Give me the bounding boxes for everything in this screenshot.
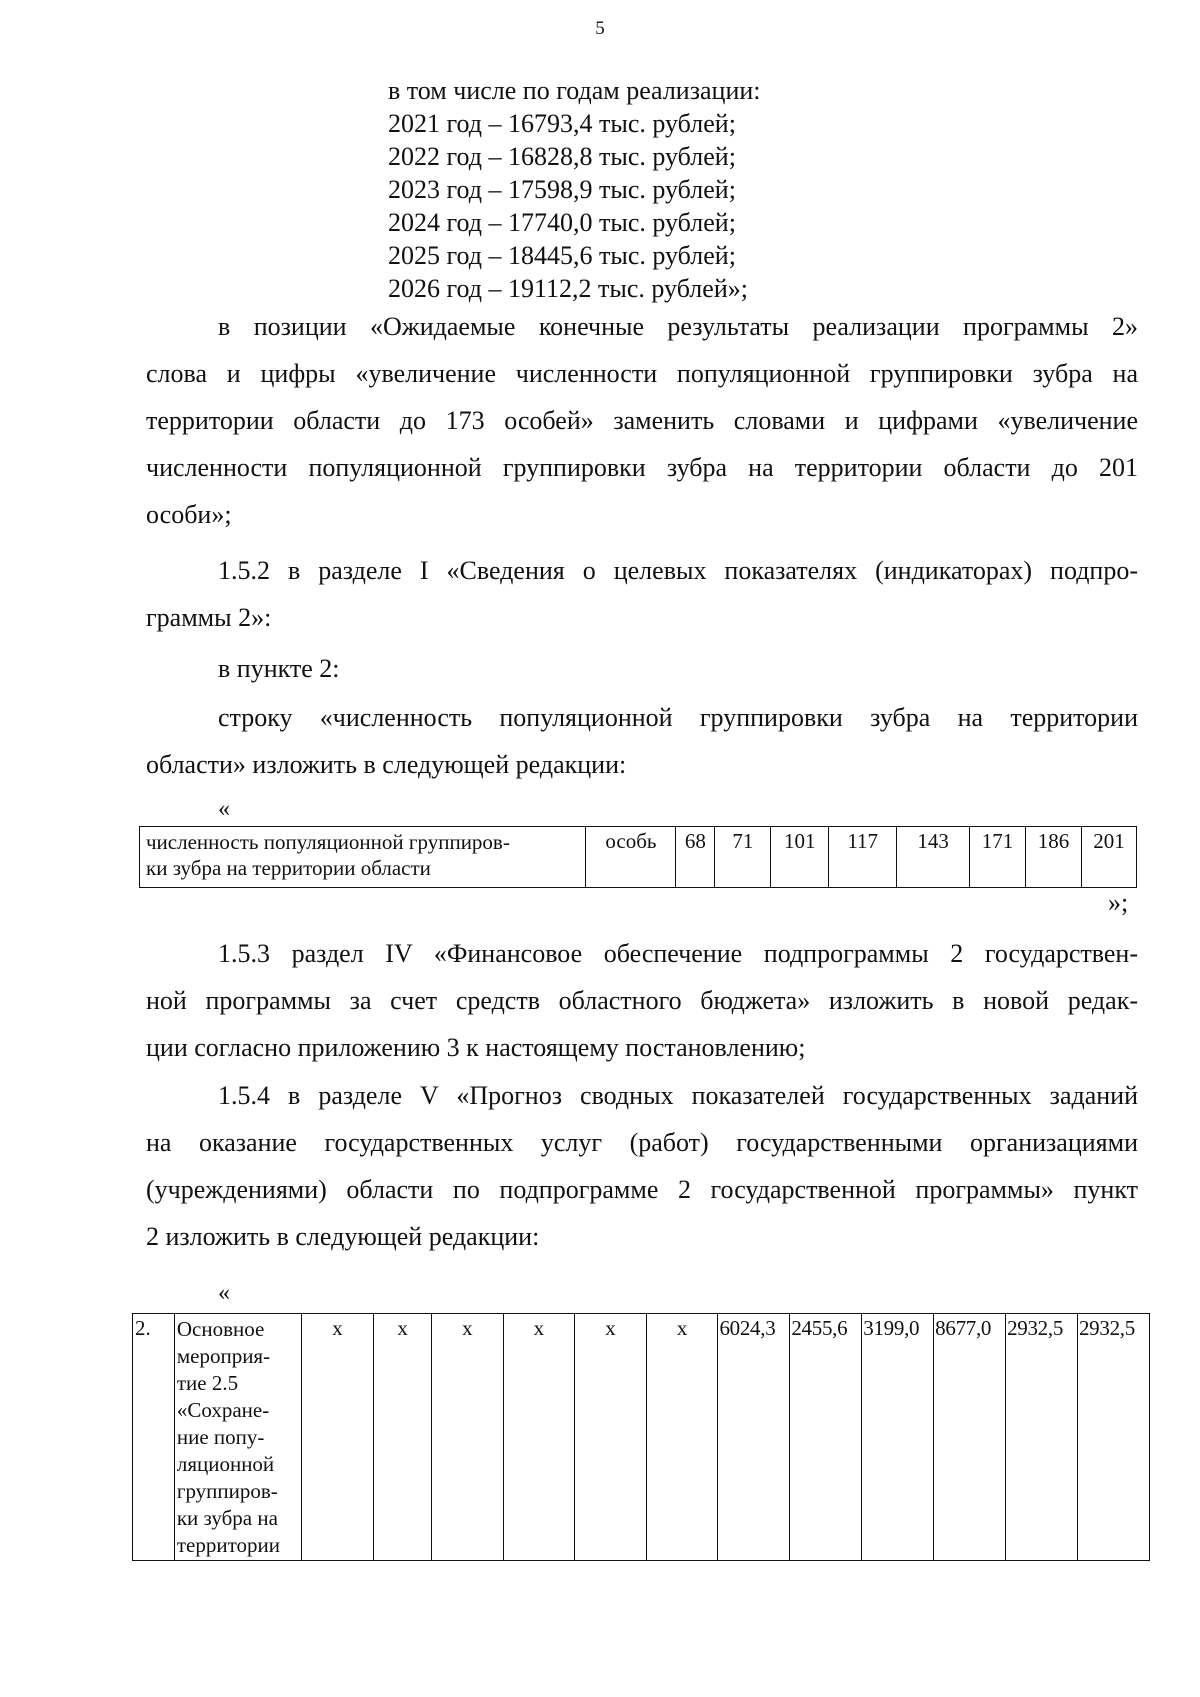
x-cell: x	[374, 1314, 432, 1561]
table-row	[133, 1314, 1150, 1561]
x-cell: x	[575, 1314, 647, 1561]
amount-cell: 6024,3	[718, 1314, 790, 1561]
funding-line: 2023 год – 17598,9 тыс. рублей;	[388, 175, 736, 204]
x-cell: x	[503, 1314, 575, 1561]
measure-name-line: ние попу-	[176, 1425, 265, 1449]
text-line: в пункте 2:	[218, 654, 340, 683]
amount-cell: 2932,5	[1006, 1314, 1078, 1561]
text-line: ной программы за счет средств областного бюджета» изложить в новой редак-	[146, 986, 1138, 1015]
amount-cell: 2455,6	[790, 1314, 862, 1561]
value-cell: 101	[771, 827, 829, 888]
state-task-table	[132, 1313, 1150, 1561]
paragraph-row-edit	[146, 694, 1138, 788]
text-line: (учреждениями) области по подпрограмме 2 государственной программы» пункт	[146, 1175, 1138, 1204]
page-number: 5	[595, 18, 605, 39]
paragraph-expected-results	[146, 303, 1138, 538]
indicator-table	[139, 826, 1137, 888]
paragraph-1-5-4	[146, 1072, 1138, 1260]
value-cell: 143	[897, 827, 970, 888]
x-cell: x	[301, 1314, 374, 1561]
value-cell: 171	[970, 827, 1026, 888]
value-cell: 71	[715, 827, 771, 888]
funding-line: 2022 год – 16828,8 тыс. рублей;	[388, 142, 736, 171]
measure-name-line: Основное	[176, 1317, 265, 1341]
indicator-name-line: численность популяционной группиров-	[146, 830, 510, 854]
opening-quote: «	[218, 1280, 230, 1306]
measure-name-line: группиров-	[176, 1479, 278, 1503]
text-line: на оказание государственных услуг (работ) государственными организациями	[146, 1128, 1138, 1157]
text-line: территории области до 173 особей» заменить словами и цифрами «увеличение	[146, 406, 1138, 435]
closing-quote: »;	[1108, 888, 1129, 917]
text-line: строку «численность популяционной группировки зубра на территории	[218, 703, 1138, 732]
measure-name-cell	[174, 1314, 301, 1561]
text-line: 1.5.2 в разделе I «Сведения о целевых показателях (индикаторах) подпро-	[218, 556, 1138, 585]
text-line: 1.5.4 в разделе V «Прогноз сводных показателей государственных заданий	[218, 1081, 1138, 1110]
text-line: области» изложить в следующей редакции:	[146, 750, 627, 779]
paragraph-1-5-3	[146, 930, 1138, 1071]
value-cell: 117	[829, 827, 897, 888]
measure-name-line: тие 2.5	[176, 1371, 239, 1395]
text-line: численности популяционной группировки зубра на территории области до 201	[146, 453, 1138, 482]
row-number-cell: 2.	[133, 1314, 175, 1561]
x-cell: x	[432, 1314, 504, 1561]
text-line: ции согласно приложению 3 к настоящему постановлению;	[146, 1033, 806, 1062]
funding-line: 2024 год – 17740,0 тыс. рублей;	[388, 208, 736, 237]
amount-cell: 8677,0	[934, 1314, 1006, 1561]
amount-cell: 3199,0	[862, 1314, 934, 1561]
text-line: в позиции «Ожидаемые конечные результаты реализации программы 2»	[218, 312, 1138, 341]
funding-intro: в том числе по годам реализации:	[388, 76, 761, 105]
unit-cell: особь	[586, 827, 676, 888]
x-cell: x	[646, 1314, 718, 1561]
funding-by-year-block	[388, 74, 761, 305]
measure-name-line: «Сохране-	[176, 1398, 270, 1422]
table-row	[140, 827, 1137, 888]
paragraph-point-2	[146, 645, 1138, 692]
measure-name-line: ки зубра на	[176, 1506, 278, 1530]
indicator-name-line: ки зубра на территории области	[146, 856, 431, 880]
indicator-name-cell	[140, 827, 586, 888]
text-line: 2 изложить в следующей редакции:	[146, 1222, 540, 1251]
text-line: граммы 2»:	[146, 603, 272, 632]
funding-line: 2025 год – 18445,6 тыс. рублей;	[388, 241, 736, 270]
paragraph-1-5-2	[146, 547, 1138, 641]
text-line: 1.5.3 раздел IV «Финансовое обеспечение подпрограммы 2 государствен-	[218, 939, 1138, 968]
measure-name-line: ляционной	[176, 1452, 275, 1476]
text-line: слова и цифры «увеличение численности популяционной группировки зубра на	[146, 359, 1138, 388]
value-cell: 201	[1081, 827, 1136, 888]
measure-name-line: мероприя-	[176, 1344, 271, 1368]
opening-quote: «	[218, 796, 230, 822]
measure-name-line: территории	[176, 1533, 280, 1557]
value-cell: 68	[676, 827, 715, 888]
value-cell: 186	[1026, 827, 1082, 888]
funding-line: 2021 год – 16793,4 тыс. рублей;	[388, 109, 736, 138]
amount-cell: 2932,5	[1077, 1314, 1149, 1561]
funding-line: 2026 год – 19112,2 тыс. рублей»;	[388, 274, 748, 303]
text-line: особи»;	[146, 500, 232, 529]
